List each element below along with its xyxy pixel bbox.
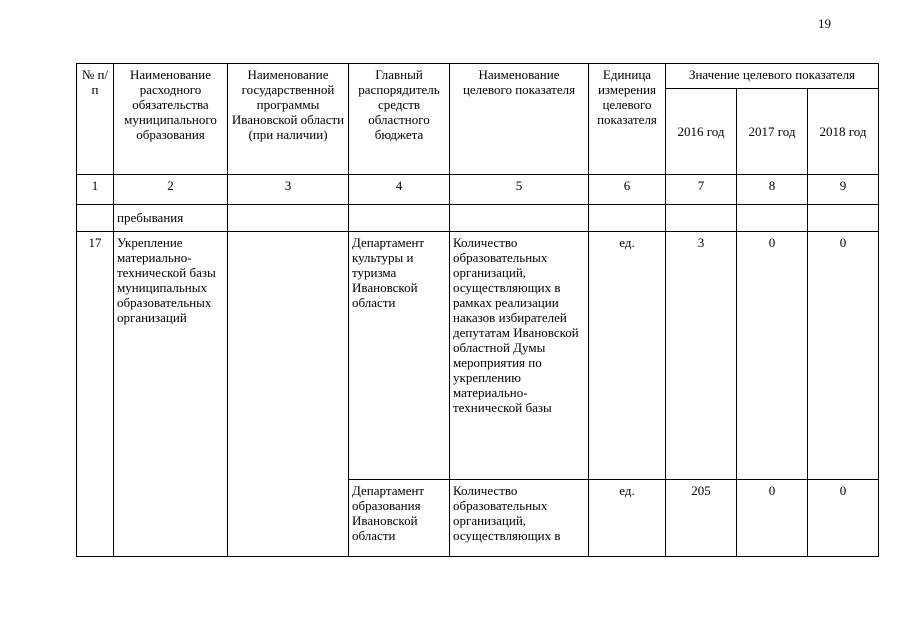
value-2016: 3 bbox=[666, 232, 737, 480]
program-name bbox=[228, 232, 349, 557]
column-number: 6 bbox=[589, 175, 666, 205]
table-cell bbox=[737, 205, 808, 232]
column-number: 2 bbox=[114, 175, 228, 205]
column-number: 1 bbox=[77, 175, 114, 205]
table-cell bbox=[589, 205, 666, 232]
table-cell bbox=[450, 205, 589, 232]
column-number: 8 bbox=[737, 175, 808, 205]
table-cell bbox=[666, 205, 737, 232]
obligation-name: Укрепление материально-технической базы муниципальных образовательных организаций bbox=[114, 232, 228, 557]
column-number-row bbox=[77, 175, 879, 205]
column-number: 9 bbox=[808, 175, 879, 205]
unit-value: ед. bbox=[589, 480, 666, 557]
header-unit: Единица измерения целевого показателя bbox=[589, 64, 666, 175]
administrator-name: Департамент образования Ивановской области bbox=[349, 480, 450, 557]
page-number: 19 bbox=[818, 16, 831, 31]
target-indicators-table bbox=[76, 63, 879, 557]
header-number: № п/п bbox=[77, 64, 114, 175]
header-administrator: Главный распорядитель средств областного бюджета bbox=[349, 64, 450, 175]
table-cell bbox=[77, 205, 114, 232]
table-cell bbox=[228, 205, 349, 232]
table-cell bbox=[808, 205, 879, 232]
value-2017: 0 bbox=[737, 480, 808, 557]
indicator-name: Количество образовательных организаций, осуществляющих в рамках реализации наказов избирателей депутатам Ивановской областной Думы мероприятия по укреплению материально-технической базы bbox=[450, 232, 589, 480]
column-number: 5 bbox=[450, 175, 589, 205]
column-number: 3 bbox=[228, 175, 349, 205]
table-cell bbox=[349, 205, 450, 232]
table-row bbox=[77, 232, 879, 480]
header-program: Наименование государственной программы Ивановской области (при наличии) bbox=[228, 64, 349, 175]
header-row-1 bbox=[77, 64, 879, 89]
value-2018: 0 bbox=[808, 232, 879, 480]
header-year-2017: 2017 год bbox=[737, 89, 808, 175]
header-obligation: Наименование расходного обязательства муниципального образования bbox=[114, 64, 228, 175]
value-2018: 0 bbox=[808, 480, 879, 557]
obligation-continuation: пребывания bbox=[114, 205, 228, 232]
indicator-name: Количество образовательных организаций, осуществляющих в bbox=[450, 480, 589, 557]
header-year-2016: 2016 год bbox=[666, 89, 737, 175]
row-number: 17 bbox=[77, 232, 114, 557]
value-2016: 205 bbox=[666, 480, 737, 557]
header-year-2018: 2018 год bbox=[808, 89, 879, 175]
column-number: 7 bbox=[666, 175, 737, 205]
column-number: 4 bbox=[349, 175, 450, 205]
value-2017: 0 bbox=[737, 232, 808, 480]
unit-value: ед. bbox=[589, 232, 666, 480]
administrator-name: Департамент культуры и туризма Ивановской области bbox=[349, 232, 450, 480]
continuation-row bbox=[77, 205, 879, 232]
header-target-value-group: Значение целевого показателя bbox=[666, 64, 879, 89]
header-indicator: Наименование целевого показателя bbox=[450, 64, 589, 175]
